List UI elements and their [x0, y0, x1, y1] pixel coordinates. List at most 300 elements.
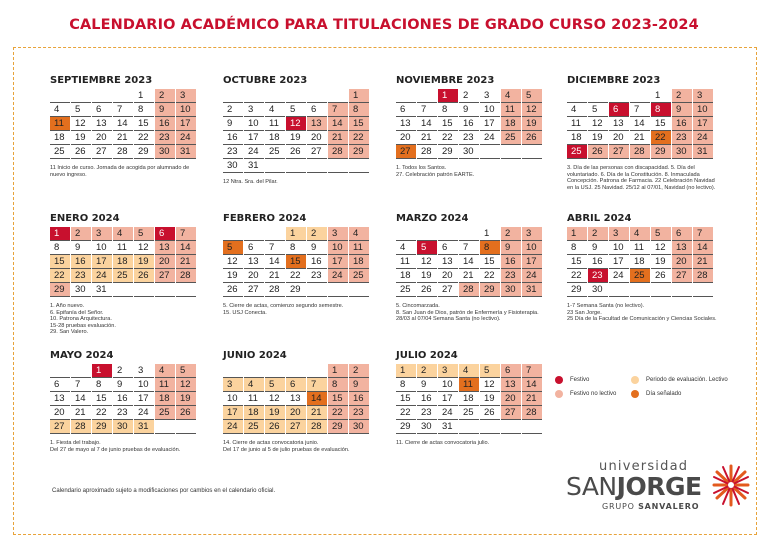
month-note: 23 San Jorge.	[567, 309, 602, 316]
day-cell: 5	[286, 103, 306, 117]
logo-san-jorge	[566, 472, 702, 501]
month-grid	[50, 364, 198, 434]
day-cell: 12	[417, 255, 437, 269]
month-note: 8. San Juan de Dios, patrón de Enfermería y Fisioterapia.	[396, 309, 539, 316]
day-cell: 23	[71, 269, 91, 283]
day-cell: 7	[71, 378, 91, 392]
day-cell: 5	[588, 103, 608, 117]
month-note: 3. Día de las personas con discapacidad. 5. Día del voluntariado. 6. Día de la Constitución. 8. Inmaculada Concepción. Patrona de Farmacia. 22 Celebración Navidad en la USJ. 25 Navidad. 25/12 al 07/01, Navidad (no lectivo).	[567, 165, 716, 191]
day-cell: 28	[265, 283, 285, 297]
day-cell: 8	[651, 103, 671, 117]
day-cell: 30	[588, 283, 608, 297]
day-cell: 2	[417, 364, 437, 378]
day-cell: 14	[328, 117, 348, 131]
empty-day-cell	[307, 364, 327, 378]
day-cell: 27	[396, 145, 416, 159]
day-cell: 18	[567, 131, 587, 145]
day-cell: 28	[328, 145, 348, 159]
day-cell: 10	[176, 103, 196, 117]
empty-day-cell	[459, 420, 479, 434]
day-cell: 14	[113, 117, 133, 131]
day-cell: 10	[522, 241, 542, 255]
day-cell: 25	[396, 283, 416, 297]
empty-day-cell	[459, 227, 479, 241]
legend-festivo-label: Festivo	[570, 377, 590, 383]
empty-day-cell	[307, 89, 327, 103]
day-cell: 3	[438, 364, 458, 378]
day-cell: 22	[480, 269, 500, 283]
day-cell: 3	[480, 89, 500, 103]
day-cell: 21	[328, 131, 348, 145]
day-cell: 22	[328, 406, 348, 420]
day-cell: 14	[630, 117, 650, 131]
logo-sanvalero: SANVALERO	[638, 502, 700, 511]
logo-grupo	[602, 502, 699, 511]
month-note: 29. San Valero.	[50, 329, 89, 336]
month-note: 10. Patrona Arquitectura.	[50, 316, 112, 323]
month-3	[567, 74, 715, 191]
day-cell: 4	[459, 364, 479, 378]
day-cell: 11	[50, 117, 70, 131]
month-name: OCTUBRE 2023	[223, 75, 308, 86]
day-cell: 20	[244, 269, 264, 283]
month-name: JUNIO 2024	[223, 350, 287, 361]
day-cell: 10	[480, 103, 500, 117]
empty-day-cell	[71, 364, 91, 378]
day-cell: 16	[588, 255, 608, 269]
day-cell: 13	[50, 392, 70, 406]
day-cell: 12	[522, 103, 542, 117]
month-note: 15. USJ Conecta.	[223, 309, 267, 316]
day-cell: 1	[396, 364, 416, 378]
day-cell: 29	[567, 283, 587, 297]
day-cell: 5	[651, 227, 671, 241]
day-cell: 10	[244, 117, 264, 131]
empty-day-cell	[265, 89, 285, 103]
month-grid	[396, 89, 544, 159]
day-cell: 26	[265, 420, 285, 434]
day-cell: 16	[501, 255, 521, 269]
day-cell: 8	[50, 241, 70, 255]
day-cell: 24	[522, 269, 542, 283]
day-cell: 12	[480, 378, 500, 392]
day-cell: 21	[71, 406, 91, 420]
day-cell: 23	[588, 269, 608, 283]
day-cell: 28	[307, 420, 327, 434]
day-cell: 12	[651, 241, 671, 255]
empty-day-cell	[244, 89, 264, 103]
day-cell: 26	[176, 406, 196, 420]
day-cell: 13	[286, 392, 306, 406]
empty-day-cell	[50, 364, 70, 378]
day-cell: 13	[244, 255, 264, 269]
day-cell: 12	[588, 117, 608, 131]
day-cell: 24	[92, 269, 112, 283]
day-cell: 7	[693, 227, 713, 241]
day-cell: 27	[155, 269, 175, 283]
empty-day-cell	[286, 364, 306, 378]
month-notes	[396, 165, 546, 178]
day-cell: 8	[349, 103, 369, 117]
day-cell: 5	[134, 227, 154, 241]
day-cell: 12	[134, 241, 154, 255]
month-2	[396, 74, 544, 178]
day-cell: 25	[459, 406, 479, 420]
day-cell: 1	[567, 227, 587, 241]
day-cell: 20	[286, 406, 306, 420]
day-cell: 1	[92, 364, 112, 378]
day-cell: 12	[286, 117, 306, 131]
month-notes	[50, 303, 200, 336]
day-cell: 31	[522, 283, 542, 297]
day-cell: 14	[522, 378, 542, 392]
day-cell: 19	[71, 131, 91, 145]
empty-day-cell	[244, 227, 264, 241]
day-cell: 9	[223, 117, 243, 131]
empty-day-cell	[588, 89, 608, 103]
day-cell: 6	[307, 103, 327, 117]
day-cell: 10	[693, 103, 713, 117]
day-cell: 18	[265, 131, 285, 145]
day-cell: 31	[92, 283, 112, 297]
month-1	[223, 74, 371, 186]
day-cell: 29	[134, 145, 154, 159]
day-cell: 8	[396, 378, 416, 392]
empty-day-cell	[265, 227, 285, 241]
day-cell: 2	[349, 364, 369, 378]
day-cell: 18	[459, 392, 479, 406]
day-cell: 4	[155, 364, 175, 378]
empty-day-cell	[609, 283, 629, 297]
day-cell: 8	[286, 241, 306, 255]
day-cell: 17	[522, 255, 542, 269]
month-note: 5. Cierre de actas, comienzo segundo semestre.	[223, 303, 344, 309]
day-cell: 7	[176, 227, 196, 241]
day-cell: 8	[134, 103, 154, 117]
month-note: 27. Celebración patrón EARTE.	[396, 171, 475, 178]
empty-day-cell	[480, 420, 500, 434]
day-cell: 26	[588, 145, 608, 159]
day-cell: 25	[113, 269, 133, 283]
day-cell: 22	[438, 131, 458, 145]
day-cell: 27	[438, 283, 458, 297]
month-note: 1. Todos los Santos.	[396, 165, 447, 171]
logo-grupo-text: GRUPO	[602, 502, 639, 511]
day-cell: 19	[223, 269, 243, 283]
month-grid	[567, 89, 715, 159]
day-cell: 16	[307, 255, 327, 269]
day-cell: 8	[480, 241, 500, 255]
day-cell: 14	[71, 392, 91, 406]
day-cell: 4	[501, 89, 521, 103]
day-cell: 6	[50, 378, 70, 392]
day-cell: 29	[92, 420, 112, 434]
day-cell: 13	[92, 117, 112, 131]
day-cell: 18	[155, 392, 175, 406]
day-cell: 17	[609, 255, 629, 269]
day-cell: 21	[417, 131, 437, 145]
day-cell: 25	[50, 145, 70, 159]
day-cell: 21	[522, 392, 542, 406]
day-cell: 20	[92, 131, 112, 145]
month-note: 1. Fiesta del trabajo.	[50, 440, 101, 446]
logo-jorge: JORGE	[616, 472, 702, 501]
day-cell: 27	[50, 420, 70, 434]
day-cell: 10	[328, 241, 348, 255]
month-grid	[223, 227, 371, 297]
day-cell: 3	[134, 364, 154, 378]
day-cell: 30	[71, 283, 91, 297]
day-cell: 18	[396, 269, 416, 283]
day-cell: 7	[328, 103, 348, 117]
day-cell: 13	[396, 117, 416, 131]
day-cell: 5	[176, 364, 196, 378]
day-cell: 29	[651, 145, 671, 159]
day-cell: 4	[265, 103, 285, 117]
month-notes	[567, 165, 717, 191]
day-cell: 6	[244, 241, 264, 255]
day-cell: 26	[522, 131, 542, 145]
day-cell: 17	[92, 255, 112, 269]
day-cell: 23	[672, 131, 692, 145]
day-cell: 24	[134, 406, 154, 420]
day-cell: 1	[328, 364, 348, 378]
day-cell: 24	[693, 131, 713, 145]
day-cell: 15	[134, 117, 154, 131]
day-cell: 19	[286, 131, 306, 145]
day-cell: 7	[307, 378, 327, 392]
day-cell: 27	[609, 145, 629, 159]
legend-no-lectivo	[555, 390, 616, 398]
day-cell: 7	[417, 103, 437, 117]
day-cell: 19	[176, 392, 196, 406]
day-cell: 10	[223, 392, 243, 406]
day-cell: 13	[501, 378, 521, 392]
empty-day-cell	[223, 364, 243, 378]
day-cell: 10	[609, 241, 629, 255]
day-cell: 26	[71, 145, 91, 159]
day-cell: 10	[438, 378, 458, 392]
day-cell: 29	[50, 283, 70, 297]
month-5	[223, 212, 371, 316]
day-cell: 9	[501, 241, 521, 255]
day-cell: 24	[328, 269, 348, 283]
month-4	[50, 212, 198, 336]
day-cell: 23	[459, 131, 479, 145]
month-9	[223, 349, 371, 453]
day-cell: 16	[349, 392, 369, 406]
day-cell: 2	[672, 89, 692, 103]
day-cell: 23	[113, 406, 133, 420]
day-cell: 13	[672, 241, 692, 255]
day-cell: 1	[651, 89, 671, 103]
day-cell: 15	[651, 117, 671, 131]
month-note: 15-28 pruebas evaluación.	[50, 322, 116, 329]
month-name: ENERO 2024	[50, 213, 120, 224]
month-6	[396, 212, 544, 323]
day-cell: 21	[307, 406, 327, 420]
month-note: 28/03 al 07/04 Semana Santa (no lectivo).	[396, 316, 501, 323]
month-notes	[50, 165, 200, 178]
day-cell: 6	[396, 103, 416, 117]
star-logo-icon	[712, 463, 750, 509]
page-title: CALENDARIO ACADÉMICO PARA TITULACIONES DE GRADO CURSO 2023-2024	[69, 17, 699, 33]
day-cell: 5	[480, 364, 500, 378]
empty-day-cell	[71, 89, 91, 103]
day-cell: 24	[244, 145, 264, 159]
day-cell: 31	[438, 420, 458, 434]
day-cell: 17	[244, 131, 264, 145]
empty-day-cell	[522, 145, 542, 159]
day-cell: 15	[438, 117, 458, 131]
day-cell: 20	[501, 392, 521, 406]
day-cell: 2	[113, 364, 133, 378]
day-cell: 27	[92, 145, 112, 159]
day-cell: 2	[155, 89, 175, 103]
empty-day-cell	[244, 364, 264, 378]
month-grid	[223, 89, 371, 173]
day-cell: 26	[286, 145, 306, 159]
day-cell: 26	[134, 269, 154, 283]
day-cell: 2	[71, 227, 91, 241]
day-cell: 17	[176, 117, 196, 131]
day-cell: 14	[417, 117, 437, 131]
day-cell: 24	[480, 131, 500, 145]
day-cell: 30	[417, 420, 437, 434]
day-cell: 29	[480, 283, 500, 297]
day-cell: 28	[113, 145, 133, 159]
month-name: FEBRERO 2024	[223, 213, 307, 224]
empty-day-cell	[693, 283, 713, 297]
day-cell: 22	[134, 131, 154, 145]
month-notes	[396, 440, 546, 447]
empty-day-cell	[307, 283, 327, 297]
day-cell: 4	[396, 241, 416, 255]
month-name: JULIO 2024	[396, 350, 458, 361]
day-cell: 12	[71, 117, 91, 131]
day-cell: 13	[307, 117, 327, 131]
day-cell: 20	[155, 255, 175, 269]
day-cell: 2	[307, 227, 327, 241]
day-cell: 29	[328, 420, 348, 434]
day-cell: 22	[50, 269, 70, 283]
day-cell: 17	[438, 392, 458, 406]
day-cell: 9	[155, 103, 175, 117]
month-notes	[50, 440, 200, 453]
empty-day-cell	[328, 283, 348, 297]
legend-evaluacion	[631, 376, 728, 384]
day-cell: 18	[244, 406, 264, 420]
day-cell: 12	[176, 378, 196, 392]
day-cell: 20	[307, 131, 327, 145]
day-cell: 10	[92, 241, 112, 255]
month-notes	[396, 303, 546, 323]
day-cell: 8	[328, 378, 348, 392]
day-cell: 9	[307, 241, 327, 255]
day-cell: 19	[588, 131, 608, 145]
day-cell: 14	[265, 255, 285, 269]
day-cell: 11	[630, 241, 650, 255]
day-cell: 6	[286, 378, 306, 392]
day-cell: 7	[630, 103, 650, 117]
day-cell: 11	[501, 103, 521, 117]
day-cell: 13	[155, 241, 175, 255]
day-cell: 14	[459, 255, 479, 269]
day-cell: 3	[176, 89, 196, 103]
day-cell: 27	[286, 420, 306, 434]
month-grid	[50, 227, 198, 297]
day-cell: 18	[50, 131, 70, 145]
day-cell: 27	[244, 283, 264, 297]
day-cell: 15	[50, 255, 70, 269]
day-cell: 26	[651, 269, 671, 283]
day-cell: 13	[609, 117, 629, 131]
day-cell: 3	[609, 227, 629, 241]
day-cell: 28	[459, 283, 479, 297]
day-cell: 23	[155, 131, 175, 145]
month-note: 1-7 Semana Santa (no lectivo).	[567, 303, 645, 309]
day-cell: 17	[693, 117, 713, 131]
month-notes	[567, 303, 717, 323]
day-cell: 12	[223, 255, 243, 269]
day-cell: 25	[349, 269, 369, 283]
day-cell: 3	[223, 378, 243, 392]
day-cell: 5	[522, 89, 542, 103]
day-cell: 1	[286, 227, 306, 241]
day-cell: 2	[588, 227, 608, 241]
month-note: 5. Cincomarzada.	[396, 303, 440, 309]
day-cell: 16	[459, 117, 479, 131]
day-cell: 24	[438, 406, 458, 420]
empty-day-cell	[307, 159, 327, 173]
day-cell: 5	[417, 241, 437, 255]
month-7	[567, 212, 715, 323]
day-cell: 28	[522, 406, 542, 420]
day-cell: 9	[672, 103, 692, 117]
day-cell: 9	[113, 378, 133, 392]
day-cell: 21	[459, 269, 479, 283]
festivo-dot-icon	[555, 376, 563, 384]
day-cell: 22	[349, 131, 369, 145]
day-cell: 5	[223, 241, 243, 255]
empty-day-cell	[630, 283, 650, 297]
day-cell: 2	[459, 89, 479, 103]
empty-day-cell	[176, 420, 196, 434]
day-cell: 17	[480, 117, 500, 131]
day-cell: 19	[265, 406, 285, 420]
day-cell: 30	[459, 145, 479, 159]
no-lectivo-dot-icon	[555, 390, 563, 398]
month-notes	[223, 179, 373, 186]
day-cell: 22	[92, 406, 112, 420]
empty-day-cell	[349, 159, 369, 173]
day-cell: 27	[672, 269, 692, 283]
day-cell: 9	[459, 103, 479, 117]
day-cell: 11	[155, 378, 175, 392]
month-note: 6. Epifanía del Señor.	[50, 309, 104, 316]
day-cell: 28	[417, 145, 437, 159]
month-note: 11. Cierre de actas convocatoria julio.	[396, 440, 490, 446]
day-cell: 11	[567, 117, 587, 131]
legend-senalado-label: Día señalado	[646, 391, 682, 397]
empty-day-cell	[609, 89, 629, 103]
day-cell: 6	[672, 227, 692, 241]
day-cell: 6	[438, 241, 458, 255]
empty-day-cell	[176, 283, 196, 297]
day-cell: 9	[588, 241, 608, 255]
day-cell: 21	[630, 131, 650, 145]
day-cell: 20	[609, 131, 629, 145]
